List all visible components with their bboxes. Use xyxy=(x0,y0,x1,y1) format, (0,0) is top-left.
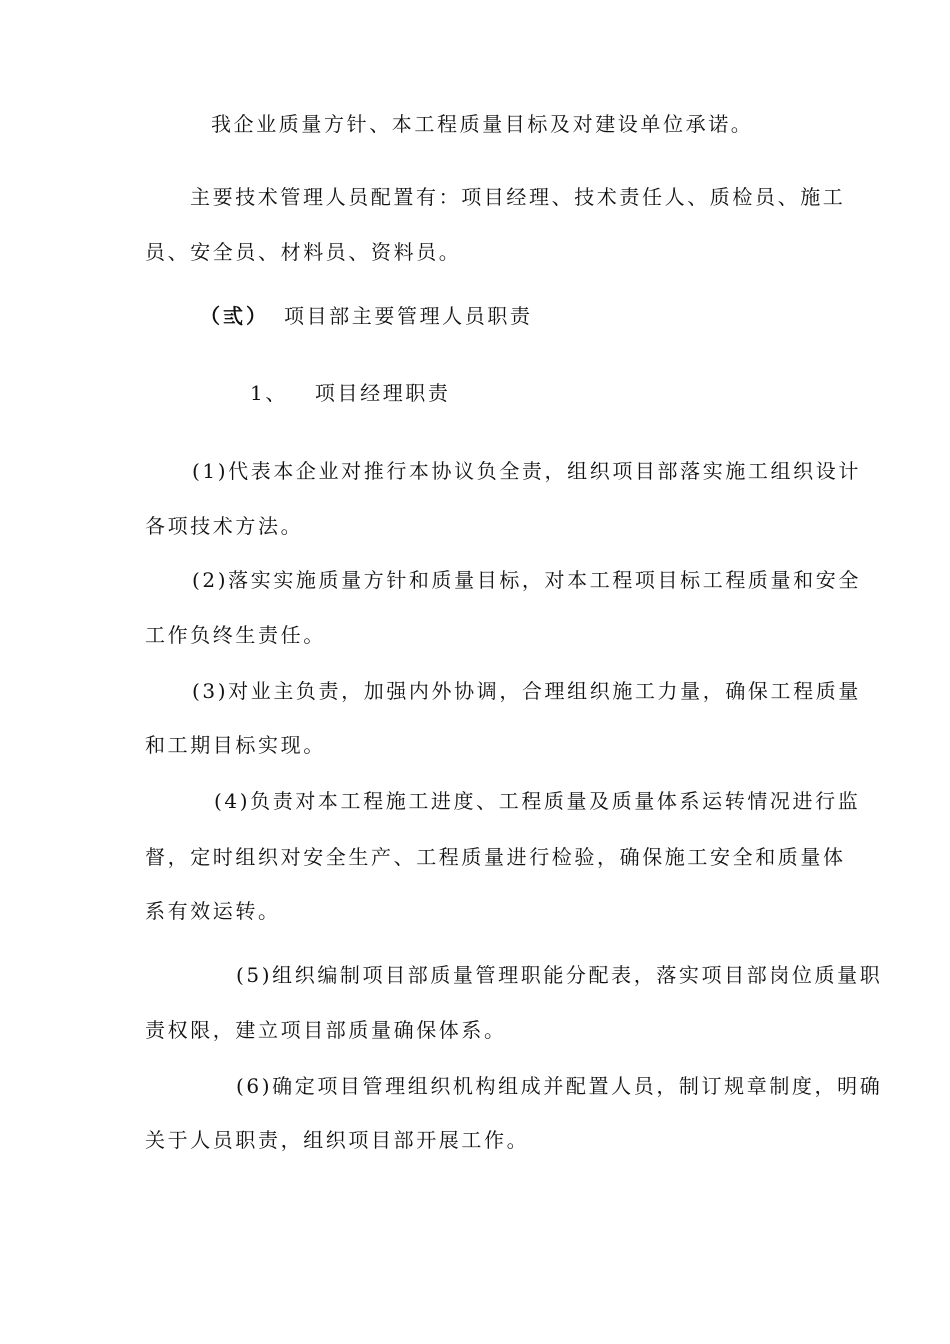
item-6-line-2: 关于人员职责，组织项目部开展工作。 xyxy=(145,1128,530,1152)
subsection-heading xyxy=(250,379,451,407)
section-heading xyxy=(200,302,533,330)
subsection-number: 1、 xyxy=(250,381,288,405)
item-5-line-2: 责权限，建立项目部质量确保体系。 xyxy=(145,1018,507,1042)
section-marker: （弎） xyxy=(200,304,269,328)
item-3-line-1: (3)对业主负责，加强内外协调，合理组织施工力量，确保工程质量 xyxy=(192,679,861,703)
item-2-line-1: (2)落实实施质量方针和质量目标，对本工程项目标工程质量和安全 xyxy=(192,568,861,592)
staffing-line-2: 员、安全员、材料员、资料员。 xyxy=(145,240,462,264)
staffing-line-1: 主要技术管理人员配置有：项目经理、技术责任人、质检员、施工 xyxy=(190,185,846,209)
item-4-line-1: (4)负责对本工程施工进度、工程质量及质量体系运转情况进行监 xyxy=(214,789,861,813)
item-6-line-1: (6)确定项目管理组织机构组成并配置人员，制订规章制度，明确 xyxy=(236,1074,883,1098)
item-2-line-2: 工作负终生责任。 xyxy=(145,623,326,647)
section-title: 项目部主要管理人员职责 xyxy=(283,304,533,328)
item-4-line-2: 督，定时组织对安全生产、工程质量进行检验，确保施工安全和质量体 xyxy=(145,845,846,869)
item-1-line-2: 各项技术方法。 xyxy=(145,514,304,538)
item-5-line-1: (5)组织编制项目部质量管理职能分配表，落实项目部岗位质量职 xyxy=(236,963,883,987)
intro-line-1: 我企业质量方针、本工程质量目标及对建设单位承诺。 xyxy=(211,112,754,136)
item-1-line-1: (1)代表本企业对推行本协议负全责，组织项目部落实施工组织设计 xyxy=(192,459,861,483)
item-4-line-3: 系有效运转。 xyxy=(145,899,281,923)
subsection-title: 项目经理职责 xyxy=(314,381,451,405)
item-3-line-2: 和工期目标实现。 xyxy=(145,733,326,757)
